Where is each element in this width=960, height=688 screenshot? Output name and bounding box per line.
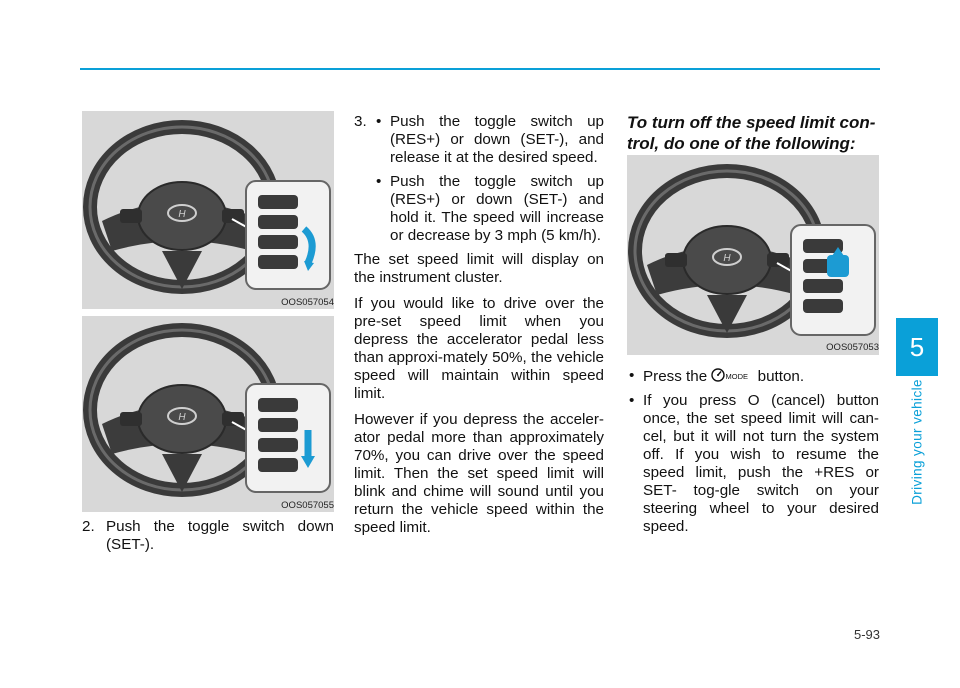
steering-wheel-illustration — [627, 155, 879, 355]
section-heading: To turn off the speed limit con-trol, do one of the following: — [627, 113, 876, 153]
speed-limit-mode-icon — [711, 367, 753, 383]
bullet-press-mode — [627, 367, 879, 386]
chapter-number-tab: 5 — [896, 318, 938, 376]
bullet-text: If you press O (cancel) button once, the set speed limit will can-cel, but it will not turn the system off. If you wish to resume the speed limit, push the +RES or SET- tog-gle switch on your steering wheel to your desired speed. — [643, 392, 879, 535]
figure-code-1: OOS057054 — [281, 297, 334, 308]
step-2 — [82, 518, 334, 554]
svg-text:H: H — [723, 253, 731, 264]
step-3-bullet-1 — [374, 113, 604, 167]
steering-wheel-figure-1 — [82, 111, 334, 309]
right-column-bullets — [627, 367, 879, 542]
paragraph-acceleration: However if you depress the acceler-ator pedal more than approximately 70%, you can drive over the speed limit. Then the set speed limit will blink and chime will sound until you return the vehicle speed within the speed limit. — [354, 411, 604, 536]
step-number: 2. — [82, 518, 95, 535]
figure-code-2: OOS057055 — [281, 500, 334, 511]
steering-wheel-figure-3 — [627, 155, 879, 355]
figure-code-3: OOS057053 — [826, 342, 879, 353]
page-number: 5-93 — [853, 627, 880, 642]
bullet-text-after: button. — [757, 368, 805, 385]
chapter-title-vertical — [896, 378, 938, 506]
middle-column — [354, 113, 604, 545]
mode-icon-label: MODE — [725, 372, 749, 381]
step-3-bullet-2 — [374, 173, 604, 245]
paragraph-over-limit: If you would like to drive over the pre-set speed limit when you depress the accelerator pedal less than approxi-mately 50%, the vehicle speed will maintain within speed limit. — [354, 295, 604, 402]
bullet-cancel — [627, 392, 879, 536]
bullet-text-before: Press the — [643, 368, 708, 385]
steering-wheel-illustration — [82, 316, 334, 512]
step-number: 3. — [354, 113, 367, 130]
steering-wheel-figure-2 — [82, 316, 334, 512]
svg-text:H: H — [178, 209, 186, 220]
header-rule — [80, 68, 880, 70]
chapter-title-text: Driving your vehicle — [909, 379, 925, 505]
bullet-text: Push the toggle switch up (RES+) or down (SET-) and hold it. The speed will increase or decrease by 3 mph (5 km/h). — [390, 173, 604, 244]
paragraph-display: The set speed limit will display on the instrument cluster. — [354, 251, 604, 286]
steering-wheel-illustration — [82, 111, 334, 309]
svg-text:H: H — [178, 412, 186, 423]
step-3 — [354, 113, 604, 245]
bullet-text: Push the toggle switch up (RES+) or down (SET-), and release it at the desired speed. — [390, 113, 604, 166]
left-column — [82, 518, 334, 554]
step-text: Push the toggle switch down (SET-). — [106, 518, 334, 553]
